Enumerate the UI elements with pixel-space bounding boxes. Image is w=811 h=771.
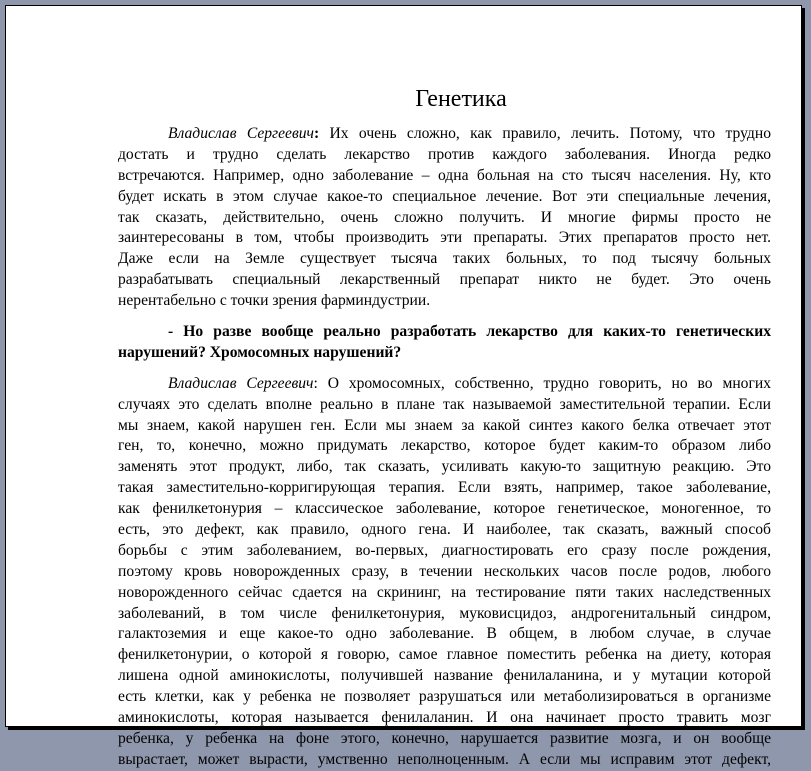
line-text: борьбы с этим заболеванием, во-первых, диагностировать его сразу после рождения, [118, 541, 771, 559]
text-line [118, 291, 771, 312]
line-text: новорожденного сейчас сдается на скрининг, на тестирование пяти таких наследственных [118, 583, 771, 601]
line-text: аминокислоты, которая называется фенилаланин. И она начинает просто травить мозг [118, 709, 771, 727]
paragraph-spacing [118, 312, 771, 322]
line-text: лишена одной аминокислоты, получившей название фенилаланина, и у мутации которой [118, 667, 771, 685]
text-line [118, 145, 771, 166]
line-text: мы знаем, какой нарушен ген. Если мы знаем за какой синтез какого белка отвечает этот [118, 416, 771, 434]
text-line [118, 729, 771, 750]
answer-paragraph [118, 374, 771, 771]
speaker-name: Владислав Сергеевич [168, 374, 314, 392]
line-text: фенилкетонурии, о которой я говорю, самое главное поместить ребенка на диету, которая [118, 646, 771, 664]
document-body[interactable] [118, 124, 771, 771]
text-line [118, 208, 771, 229]
line-text: Даже если на Земле существует тысяча таких больных, то под тысячу больных [118, 250, 771, 268]
paragraph-spacing [118, 364, 771, 374]
text-line [118, 436, 771, 457]
line-text: заболеваний, в том числе фенилкетонурия, муковисцидоз, андрогенитальный синдром, [118, 604, 771, 622]
text-line [118, 687, 771, 708]
text-line [118, 416, 771, 437]
text-line [118, 395, 771, 416]
document-page[interactable] [5, 5, 802, 768]
text-line [118, 541, 771, 562]
speaker-name: Владислав Сергеевич [168, 125, 314, 142]
line-text: такая заместительно-корригирующая терапия. Если взять, например, такое заболевание, [118, 479, 771, 497]
text-line [118, 750, 771, 771]
line-text: О хромосомных, собственно, трудно говорить, но во многих [317, 374, 772, 392]
question-paragraph [118, 322, 771, 364]
text-line [118, 270, 771, 291]
line-text: достать и трудно сделать лекарство против каждого заболевания. Иногда редко [118, 145, 771, 163]
text-line [118, 624, 771, 645]
text-line [118, 708, 771, 729]
line-text: ген, то, конечно, можно придумать лекарство, которое будет каким-то образом либо [118, 437, 771, 455]
document-title: Генетика [415, 86, 507, 112]
text-line [118, 166, 771, 187]
line-text: есть, это дефект, как правило, одного гена. И наиболее, так сказать, важный способ [118, 521, 771, 539]
line-text: встречаются. Например, одно заболевание – одна больная на сто тысяч населения. Ну, кто [118, 166, 771, 184]
text-line [118, 583, 771, 604]
text-line [118, 562, 771, 583]
answer-paragraph [118, 124, 771, 312]
line-text: есть клетки, как у ребенка не позволяет разрушаться или метаболизироваться в организме [118, 688, 771, 706]
line-text: заинтересованы в том, чтобы производить эти препараты. Этих препаратов просто нет. [118, 229, 771, 247]
text-line [118, 478, 771, 499]
text-line [118, 645, 771, 666]
text-line [118, 666, 771, 687]
text-line [118, 374, 771, 395]
text-line [118, 520, 771, 541]
line-text: так сказать, действительно, очень сложно получить. И многие фирмы просто не [118, 208, 771, 226]
line-text: как фенилкетонурия – классическое заболевание, которое генетическое, моногенное, то [118, 500, 771, 518]
text-line [118, 124, 771, 145]
text-line [118, 187, 771, 208]
text-line [118, 249, 771, 270]
text-line [118, 604, 771, 625]
line-text: вырастает, может вырасти, умственно неполноценным. А если мы исправим этот дефект, [118, 750, 771, 768]
line-text: нарушений? Хромосомных нарушений? [118, 343, 402, 361]
speaker-colon: : [313, 125, 320, 142]
line-text: - Но разве вообще реально разработать лекарство для каких-то генетических [168, 323, 771, 341]
line-text: нерентабельно с точки зрения фарминдустрии. [118, 292, 431, 310]
line-text: будет искать в этом случае какое-то специальное лечение. Вот эти специальные лечения, [118, 187, 771, 205]
line-text: заменять этот продукт, либо, так сказать, усиливать какую-то защитную реакцию. Это [118, 458, 771, 476]
line-text: случаях это сделать вполне реально в плане так называемой заместительной терапии. Если [118, 395, 771, 413]
line-text: Их очень сложно, как правило, лечить. Потому, что трудно [319, 125, 772, 142]
line-text: разрабатывать специальный лекарственный препарат никто не будет. Это очень [118, 271, 771, 289]
text-line [118, 457, 771, 478]
line-text: поэтому кровь новорожденных сразу, в течении нескольких часов после родов, любого [118, 562, 771, 580]
line-text: галактоземия и еще какое-то одно заболевание. В общем, в любом случае, в случае [118, 625, 771, 643]
text-line [118, 499, 771, 520]
text-line [118, 322, 771, 343]
text-line [118, 228, 771, 249]
line-text: ребенка, у ребенка на фоне этого, конечно, нарушается развитие мозга, и он вообще [118, 729, 771, 747]
speaker-colon: : [313, 374, 318, 392]
text-line [118, 343, 771, 364]
